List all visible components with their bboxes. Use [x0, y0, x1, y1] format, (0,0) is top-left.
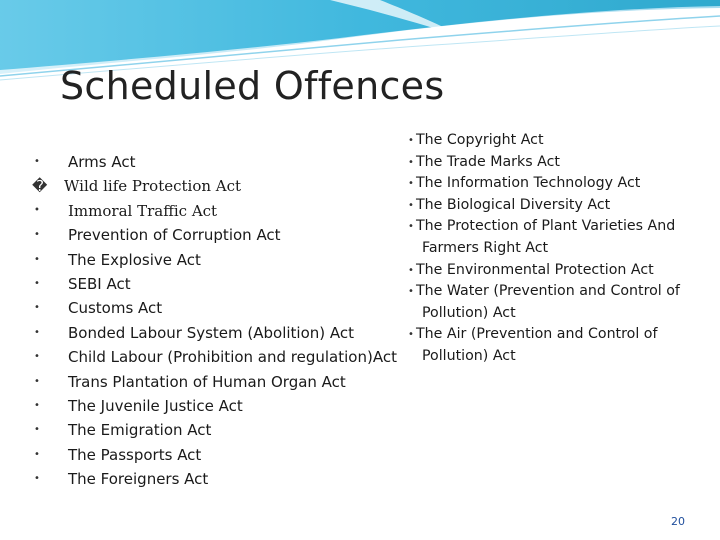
list-item-text: The Passports Act [68, 445, 202, 464]
list-item [34, 467, 414, 491]
list-item-text: Wild life Protection Act [64, 177, 242, 196]
list-item-text: Arms Act [68, 153, 136, 171]
list-item-text: The Environmental Protection Act [416, 261, 654, 278]
bullet-icon: • [34, 326, 40, 338]
list-item [408, 216, 708, 259]
list-item-text: The Water (Prevention and Control of [416, 283, 680, 300]
bullet-icon: • [34, 351, 40, 363]
list-item [34, 199, 414, 223]
list-item [408, 152, 708, 174]
list-item-text-continuation: Pollution) Act [422, 304, 516, 321]
list-item [408, 260, 708, 282]
bullet-icon: • [408, 329, 414, 341]
list-item [34, 394, 414, 418]
list-item-text: SEBI Act [68, 275, 131, 294]
list-item-text: The Air (Prevention and Control of [416, 326, 658, 343]
bullet-icon: • [408, 286, 414, 298]
page-number: 20 [671, 515, 685, 528]
bullet-icon: • [34, 448, 40, 460]
bullet-icon: • [34, 473, 40, 485]
bullet-icon: • [34, 375, 40, 387]
list-item-text-continuation: Pollution) Act [422, 347, 516, 364]
list-item [34, 150, 414, 174]
list-item-text: The Juvenile Justice Act [68, 397, 243, 416]
bullet-icon: • [34, 278, 40, 290]
bullet-icon: • [34, 229, 40, 241]
list-item-text: The Protection of Plant Varieties And [416, 218, 676, 235]
list-item [34, 370, 414, 394]
list-item-text: The Trade Marks Act [416, 153, 560, 170]
list-item-text: The Copyright Act [416, 132, 544, 148]
list-item [408, 130, 708, 152]
list-item-text: Immoral Traffic Act [68, 201, 218, 220]
list-item-text: The Explosive Act [68, 250, 201, 269]
bullet-icon: • [408, 156, 414, 168]
list-item-text: Trans Plantation of Human Organ Act [68, 372, 346, 391]
list-item-text: Child Labour (Prohibition and regulation)Act [68, 348, 397, 367]
list-item [408, 173, 708, 195]
list-item [34, 223, 414, 247]
bullet-icon: • [408, 264, 414, 276]
list-item [34, 174, 414, 198]
list-item [34, 248, 414, 272]
bullet-icon: • [408, 178, 414, 190]
right-offence-list [408, 130, 708, 368]
missing-glyph-bullet-icon: � [32, 177, 48, 196]
list-item [34, 443, 414, 467]
list-item-text: The Emigration Act [68, 421, 212, 440]
list-item-text: The Foreigners Act [68, 470, 209, 489]
list-item [408, 281, 708, 324]
bullet-icon: • [34, 400, 40, 412]
bullet-icon: • [34, 253, 40, 265]
list-item [34, 418, 414, 442]
list-item [34, 321, 414, 345]
list-item-text: The Biological Diversity Act [416, 196, 611, 213]
list-item-text: The Information Technology Act [416, 175, 641, 192]
bullet-icon: • [34, 424, 40, 436]
bullet-icon: • [408, 135, 414, 146]
bullet-icon: • [34, 204, 40, 216]
list-item-text: Customs Act [68, 299, 163, 318]
list-item-text: Prevention of Corruption Act [68, 226, 281, 245]
slide-title: Scheduled Offences [60, 64, 445, 108]
list-item-text: Bonded Labour System (Abolition) Act [68, 323, 355, 342]
list-item [34, 272, 414, 296]
list-item-text-continuation: Farmers Right Act [422, 239, 549, 256]
list-item [408, 324, 708, 367]
bullet-icon: • [34, 302, 40, 314]
bullet-icon: • [408, 221, 414, 233]
list-item [34, 296, 414, 320]
left-offence-list [34, 150, 414, 492]
bullet-icon: • [34, 156, 40, 167]
list-item [408, 195, 708, 217]
bullet-icon: • [408, 199, 414, 211]
list-item [34, 345, 414, 369]
